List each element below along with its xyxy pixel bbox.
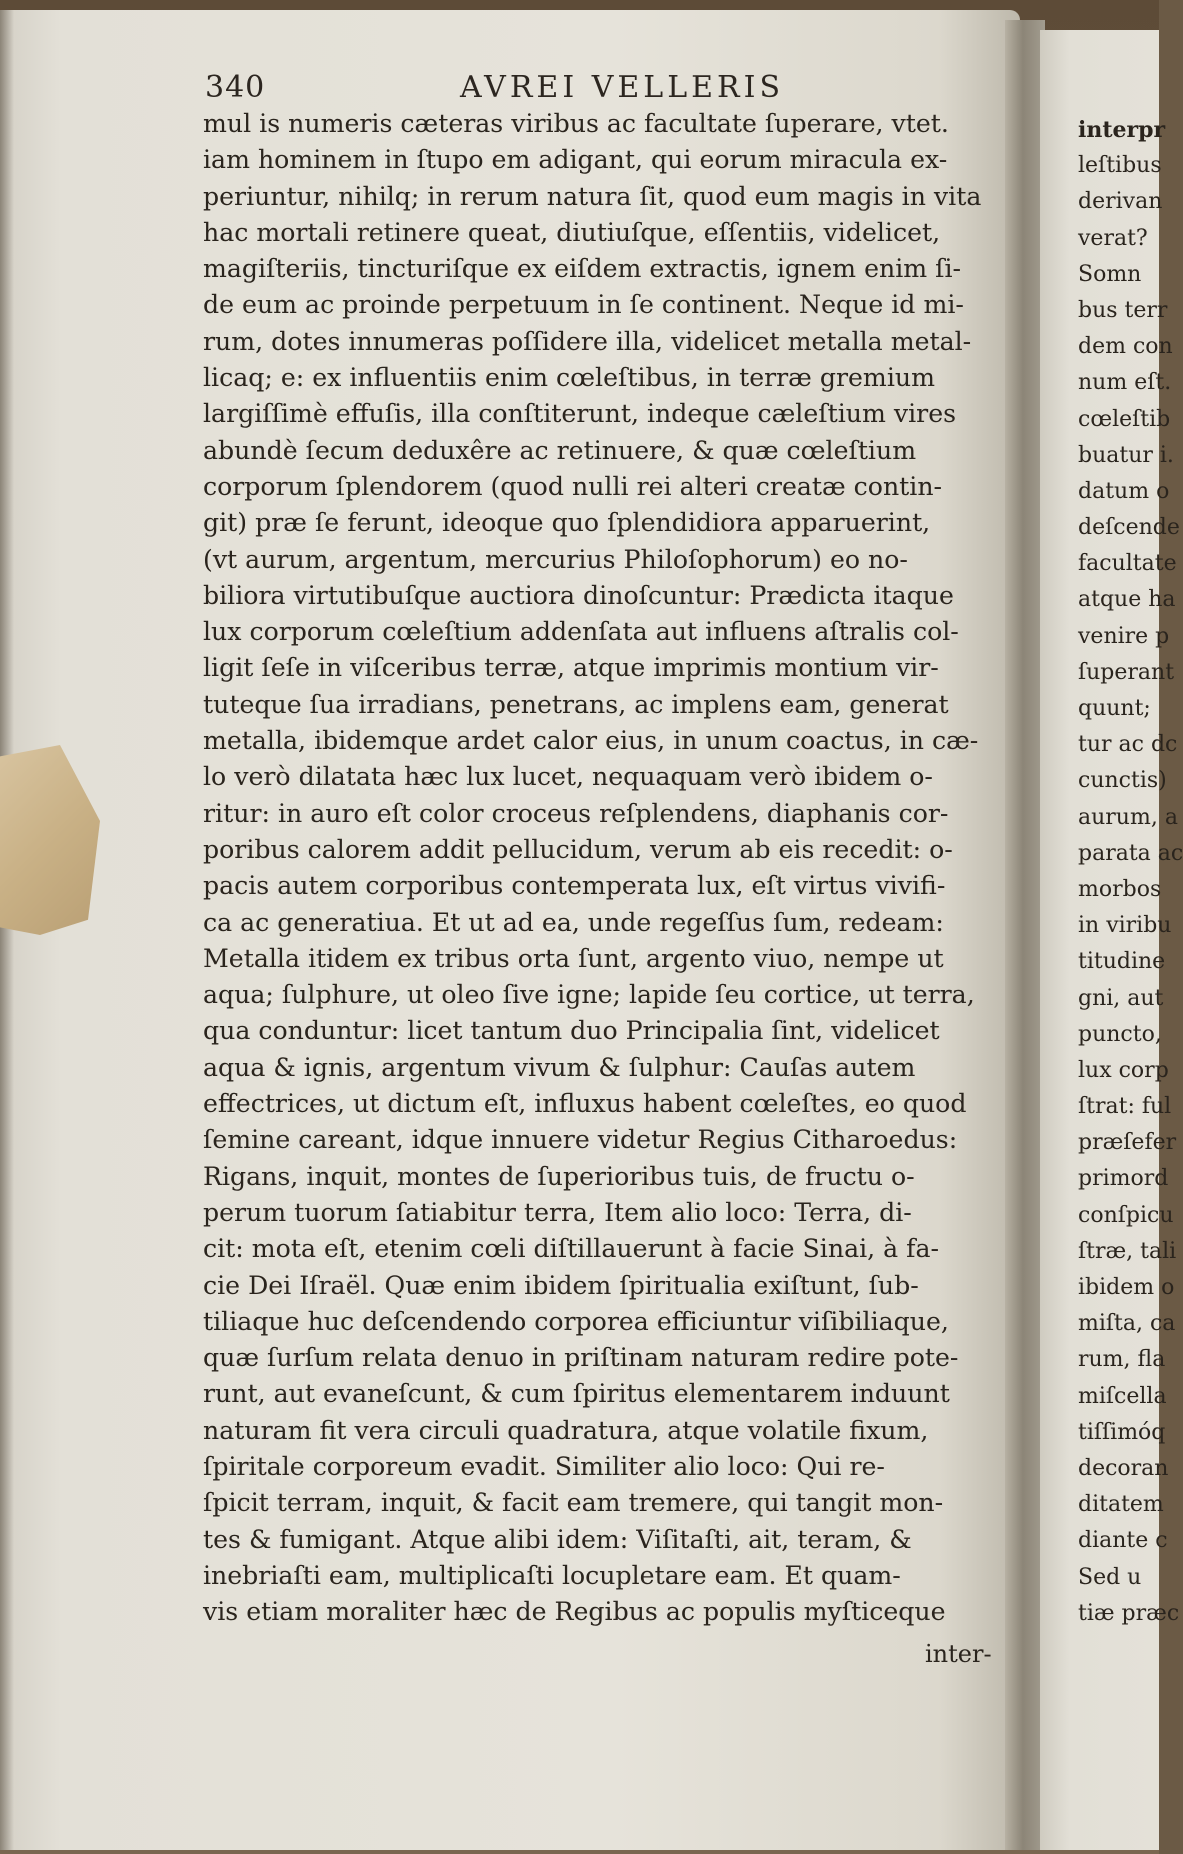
right-page-line: dem con — [1078, 334, 1173, 360]
right-page-line: venire p — [1078, 623, 1170, 649]
right-page-line: ſtræ, tali — [1078, 1238, 1177, 1264]
text-line: perum tuorum ſatiabitur terra, Item alio loco: Terra, di- — [203, 1197, 912, 1227]
text-line: de eum ac proinde perpetuum in ſe continent. Neque id mi- — [203, 290, 964, 320]
text-line: qua conduntur: licet tantum duo Principalia ſint, videlicet — [203, 1016, 940, 1046]
text-line: licaq; e: ex influentiis enim cœleſtibus, in terræ gremium — [203, 363, 935, 393]
text-line: pacis autem corporibus contemperata lux, eſt virtus vivifi- — [203, 871, 946, 901]
right-page-line: morbos — [1078, 876, 1162, 902]
page-header — [205, 70, 1005, 110]
right-page-line: puncto, — [1078, 1021, 1162, 1047]
text-line: Metalla itidem ex tribus orta ſunt, argento viuo, nempe ut — [203, 943, 944, 973]
right-page-line: leſtibus — [1078, 153, 1162, 179]
text-line: ſpiritale corporeum evadit. Similiter alio loco: Qui re- — [203, 1451, 885, 1481]
right-page-line: præſefer — [1078, 1130, 1177, 1156]
right-page-text — [1078, 112, 1183, 1632]
text-line: vis etiam moraliter hæc de Regibus ac populis myſticeque — [203, 1597, 946, 1627]
text-line: abundè ſecum deduxêre ac retinuere, & quæ cœleſtium — [203, 435, 917, 465]
right-page-line: interpr — [1078, 117, 1166, 143]
text-line: largiſſimè effuſis, illa conſtiterunt, indeque cæleſtium vires — [203, 399, 957, 429]
right-page-line: ſtrat: ful — [1078, 1094, 1172, 1120]
text-line: ritur: in auro eſt color croceus reſplendens, diaphanis cor- — [203, 798, 949, 828]
book-gutter — [1005, 20, 1045, 1850]
right-page-line: ſuperant — [1078, 659, 1175, 685]
text-line: tes & fumigant. Atque alibi idem: Viſitaſti, ait, teram, & — [203, 1524, 912, 1554]
text-line: cie Dei Iſraël. Quæ enim ibidem ſpiritualia exiſtunt, ſub- — [203, 1270, 919, 1300]
text-line: ſpicit terram, inquit, & facit eam tremere, qui tangit mon- — [203, 1488, 944, 1518]
text-line: magiſteriis, tincturiſque ex eiſdem extractis, ignem enim ſi- — [203, 254, 962, 284]
text-line: poribus calorem addit pellucidum, verum ab eis recedit: o- — [203, 834, 953, 864]
right-page-line: decoran — [1078, 1455, 1169, 1481]
text-line: (vt aurum, argentum, mercurius Philoſophorum) eo no- — [203, 544, 908, 574]
text-line: periuntur, nihilq; in rerum natura ſit, quod eum magis in vita — [203, 181, 982, 211]
right-page-line: tiſſimóq — [1078, 1419, 1166, 1445]
text-line: iam hominem in ſtupo em adigant, qui eorum miracula ex- — [203, 145, 948, 175]
right-page-line: rum, fla — [1078, 1347, 1166, 1373]
page-number: 340 — [205, 70, 266, 105]
right-page-line: in viribu — [1078, 913, 1172, 939]
right-page-line: cunctis) — [1078, 768, 1167, 794]
right-page-line: tiæ præc — [1078, 1600, 1180, 1626]
right-page-line: cœleſtib — [1078, 406, 1171, 432]
text-line: metalla, ibidemque ardet calor eius, in unum coactus, in cæ- — [203, 726, 979, 756]
right-page-line: derivan — [1078, 189, 1163, 215]
right-page-line: num eſt. — [1078, 370, 1172, 396]
right-page-line: bus terr — [1078, 297, 1168, 323]
text-line: tiliaque huc deſcendendo corporea efficiuntur viſibiliaque, — [203, 1306, 949, 1336]
right-page-line: gni, aut — [1078, 985, 1164, 1011]
right-page-line: facultate — [1078, 551, 1177, 577]
right-page-line: lux corp — [1078, 1057, 1169, 1083]
text-line: cit: mota eſt, etenim cœli diſtillauerunt à facie Sinai, à fa- — [203, 1234, 940, 1264]
right-page-line: atque ha — [1078, 587, 1176, 613]
text-line: effectrices, ut dictum eſt, influxus habent cœleſtes, eo quod — [203, 1089, 967, 1119]
right-page-line: primord — [1078, 1166, 1169, 1192]
right-page-line: miſta, ca — [1078, 1311, 1176, 1337]
right-page-line: aurum, a — [1078, 804, 1178, 830]
text-line: aqua & ignis, argentum vivum & ſulphur: Cauſas autem — [203, 1052, 916, 1082]
catchword: inter- — [925, 1640, 992, 1668]
text-line: tuteque ſua irradians, penetrans, ac implens eam, generat — [203, 689, 949, 719]
text-line: mul is numeris cæteras viribus ac facultate ſuperare, vtet. — [203, 109, 949, 138]
right-page-line: buatur i. — [1078, 442, 1174, 468]
text-line: ca ac generatiua. Et ut ad ea, unde regeſſus ſum, redeam: — [203, 907, 944, 937]
text-line: rum, dotes innumeras poſſidere illa, videlicet metalla metal- — [203, 326, 972, 356]
right-page-line: titudine — [1078, 949, 1166, 975]
right-page-line: ibidem o — [1078, 1275, 1175, 1300]
right-page-line: parata ac — [1078, 840, 1183, 866]
right-page-line: Somn — [1078, 261, 1142, 287]
text-line: git) præ ſe ferunt, ideoque quo ſplendidiora apparuerint, — [203, 508, 931, 538]
text-line: lo verò dilatata hæc lux lucet, nequaquam verò ibidem o- — [203, 762, 933, 792]
text-line: aqua; ſulphure, ut oleo ſive igne; lapide ſeu cortice, ut terra, — [203, 980, 975, 1010]
right-page-line: tur ac dc — [1078, 732, 1178, 758]
text-line: hac mortali retinere queat, diutiuſque, eſſentiis, videlicet, — [203, 217, 941, 247]
text-line: ligit ſeſe in viſceribus terræ, atque imprimis montium vir- — [203, 653, 939, 683]
left-page-text — [203, 106, 1003, 1630]
text-line: runt, aut evaneſcunt, & cum ſpiritus elementarem induunt — [203, 1379, 950, 1409]
left-edge-shadow — [0, 10, 14, 1850]
right-page-line: diante c — [1078, 1528, 1168, 1554]
right-page-line: miſcella — [1078, 1383, 1167, 1409]
right-page-line: datum o — [1078, 478, 1170, 504]
text-line: naturam fit vera circuli quadratura, atque volatile fixum, — [203, 1415, 929, 1445]
text-line: biliora virtutibuſque auctiora dinoſcuntur: Prædicta itaque — [203, 580, 954, 610]
text-line: ſemine careant, idque innuere videtur Regius Citharoedus: — [203, 1125, 958, 1155]
text-line: Rigans, inquit, montes de ſuperioribus tuis, de fructu o- — [203, 1161, 915, 1191]
text-line: quæ ſurſum relata denuo in priſtinam naturam redire pote- — [203, 1343, 959, 1373]
running-title: AVREI VELLERIS — [460, 70, 785, 105]
right-page-line: deſcende — [1078, 515, 1180, 541]
right-page-line: Sed u — [1078, 1564, 1142, 1590]
right-page-line: quunt; — [1078, 696, 1151, 721]
text-line: corporum ſplendorem (quod nulli rei alteri creatæ contin- — [203, 471, 943, 501]
text-line: lux corporum cœleſtium addenſata aut influens aſtralis col- — [203, 617, 959, 647]
right-page-line: conſpicu — [1078, 1202, 1174, 1228]
text-line: inebriaſti eam, multiplicaſti locupletare eam. Et quam- — [203, 1560, 901, 1590]
right-page-line: ditatem — [1078, 1492, 1164, 1518]
right-page-line: verat? — [1078, 225, 1148, 251]
